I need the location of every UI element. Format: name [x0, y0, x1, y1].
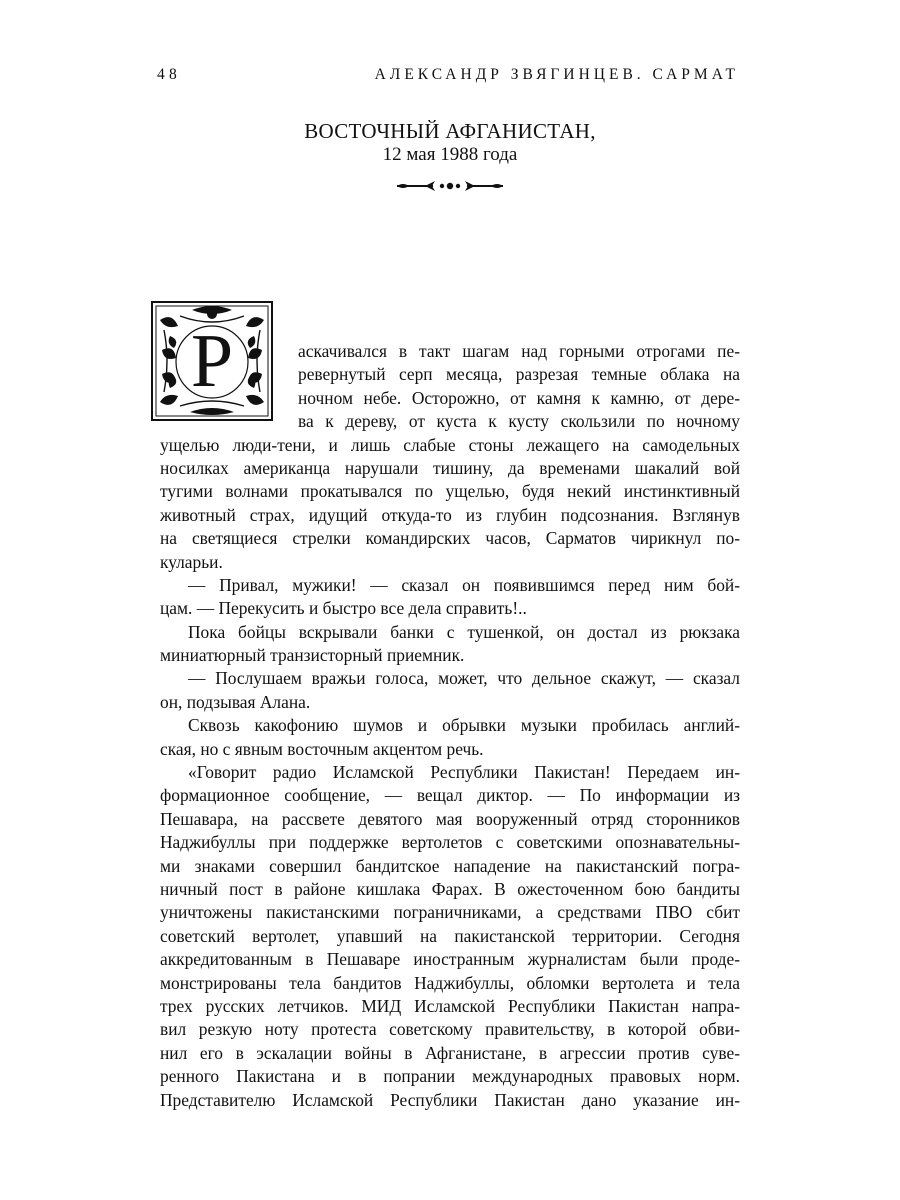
running-title: АЛЕКСАНДР ЗВЯГИНЦЕВ. САРМАТ	[374, 66, 739, 83]
text-line: животный страх, идущий откуда-то из глубин подсознания. Взглянув	[160, 504, 740, 525]
text-line: цам. — Перекусить и быстро все дела справить!..	[160, 598, 527, 619]
text-line: Сквозь какофонию шумов и обрывки музыки пробилась англий-	[188, 715, 740, 736]
text-line: куларьи.	[160, 551, 223, 572]
text-line: он, подзывая Алана.	[160, 691, 311, 712]
text-line: ренного Пакистана и в попрании международных правовых норм.	[160, 1066, 740, 1087]
text-line: аккредитованным в Пешаваре иностранным журналистам были проде-	[160, 949, 740, 970]
text-line: — Послушаем вражьи голоса, может, что дельное скажут, — сказал	[188, 668, 740, 689]
page-number: 48	[157, 66, 181, 83]
text-line: ущелью люди-тени, и лишь слабые стоны лежащего на самодельных	[160, 434, 740, 455]
text-line: Пешавара, на рассвете девятого мая вооруженный отряд сторонников	[160, 808, 740, 829]
text-line: Пока бойцы вскрывали банки с тушенкой, он достал из рюкзака	[188, 621, 740, 642]
flourish-divider-icon	[395, 177, 505, 195]
text-line: ми знаками совершил бандитское нападение на пакистанский погра-	[160, 855, 740, 876]
text-line: ская, но с явным восточным акцентом речь.	[160, 738, 484, 759]
text-line: на светящиеся стрелки командирских часов, Сарматов чирикнул по-	[160, 528, 740, 549]
text-line: уничтожены пакистанскими пограничниками, а средствами ПВО сбит	[160, 902, 740, 923]
text-line: нил его в эскалации войны в Афганистане, в агрессии против суве-	[160, 1042, 740, 1063]
text-line: Представителю Исламской Республики Пакистан дано указание ин-	[160, 1089, 740, 1110]
text-line: вил резкую ноту протеста советскому правительству, в которой обви-	[160, 1019, 740, 1040]
text-line: миниатюрный транзисторный приемник.	[160, 645, 465, 666]
text-line: аскачивался в такт шагам над горными отрогами пе-	[298, 341, 740, 361]
drop-cap-letter: Р	[190, 319, 234, 403]
text-line: ничный пост в районе кишлака Фарах. В ожесточенном бою бандиты	[160, 878, 740, 899]
text-line: формационное сообщение, — вещал диктор. — По информации из	[160, 785, 740, 806]
chapter-title: ВОСТОЧНЫЙ АФГАНИСТАН,	[304, 119, 596, 143]
chapter-date: 12 мая 1988 года	[382, 144, 518, 165]
text-line: «Говорит радио Исламской Республики Пакистан! Передаем ин-	[188, 762, 740, 783]
text-line: ревернутый серп месяца, разрезая темные облака на	[298, 364, 740, 385]
text-line: монстрированы тела бандитов Наджибуллы, обломки вертолета и тела	[160, 972, 740, 993]
body-text	[160, 340, 740, 1112]
text-line: тугими волнами прокатывался по ущелью, будя некий инстинктивный	[160, 481, 740, 502]
text-line: ва к дереву, от куста к кусту скользили по ночному	[298, 411, 740, 432]
text-line: Наджибуллы при поддержке вертолетов с советскими опознавательны-	[160, 832, 740, 853]
running-head	[157, 66, 739, 90]
text-line: трех русских летчиков. МИД Исламской Республики Пакистан напра-	[160, 995, 740, 1016]
text-line: ночном небе. Осторожно, от камня к камню, от дере-	[298, 387, 740, 408]
text-line: носилках американца нарушали тишину, да временами шакалий вой	[160, 457, 740, 478]
text-line: советский вертолет, упавший на пакистанской территории. Сегодня	[160, 925, 740, 946]
text-line: — Привал, мужики! — сказал он появившимся перед ним бой-	[188, 574, 740, 595]
